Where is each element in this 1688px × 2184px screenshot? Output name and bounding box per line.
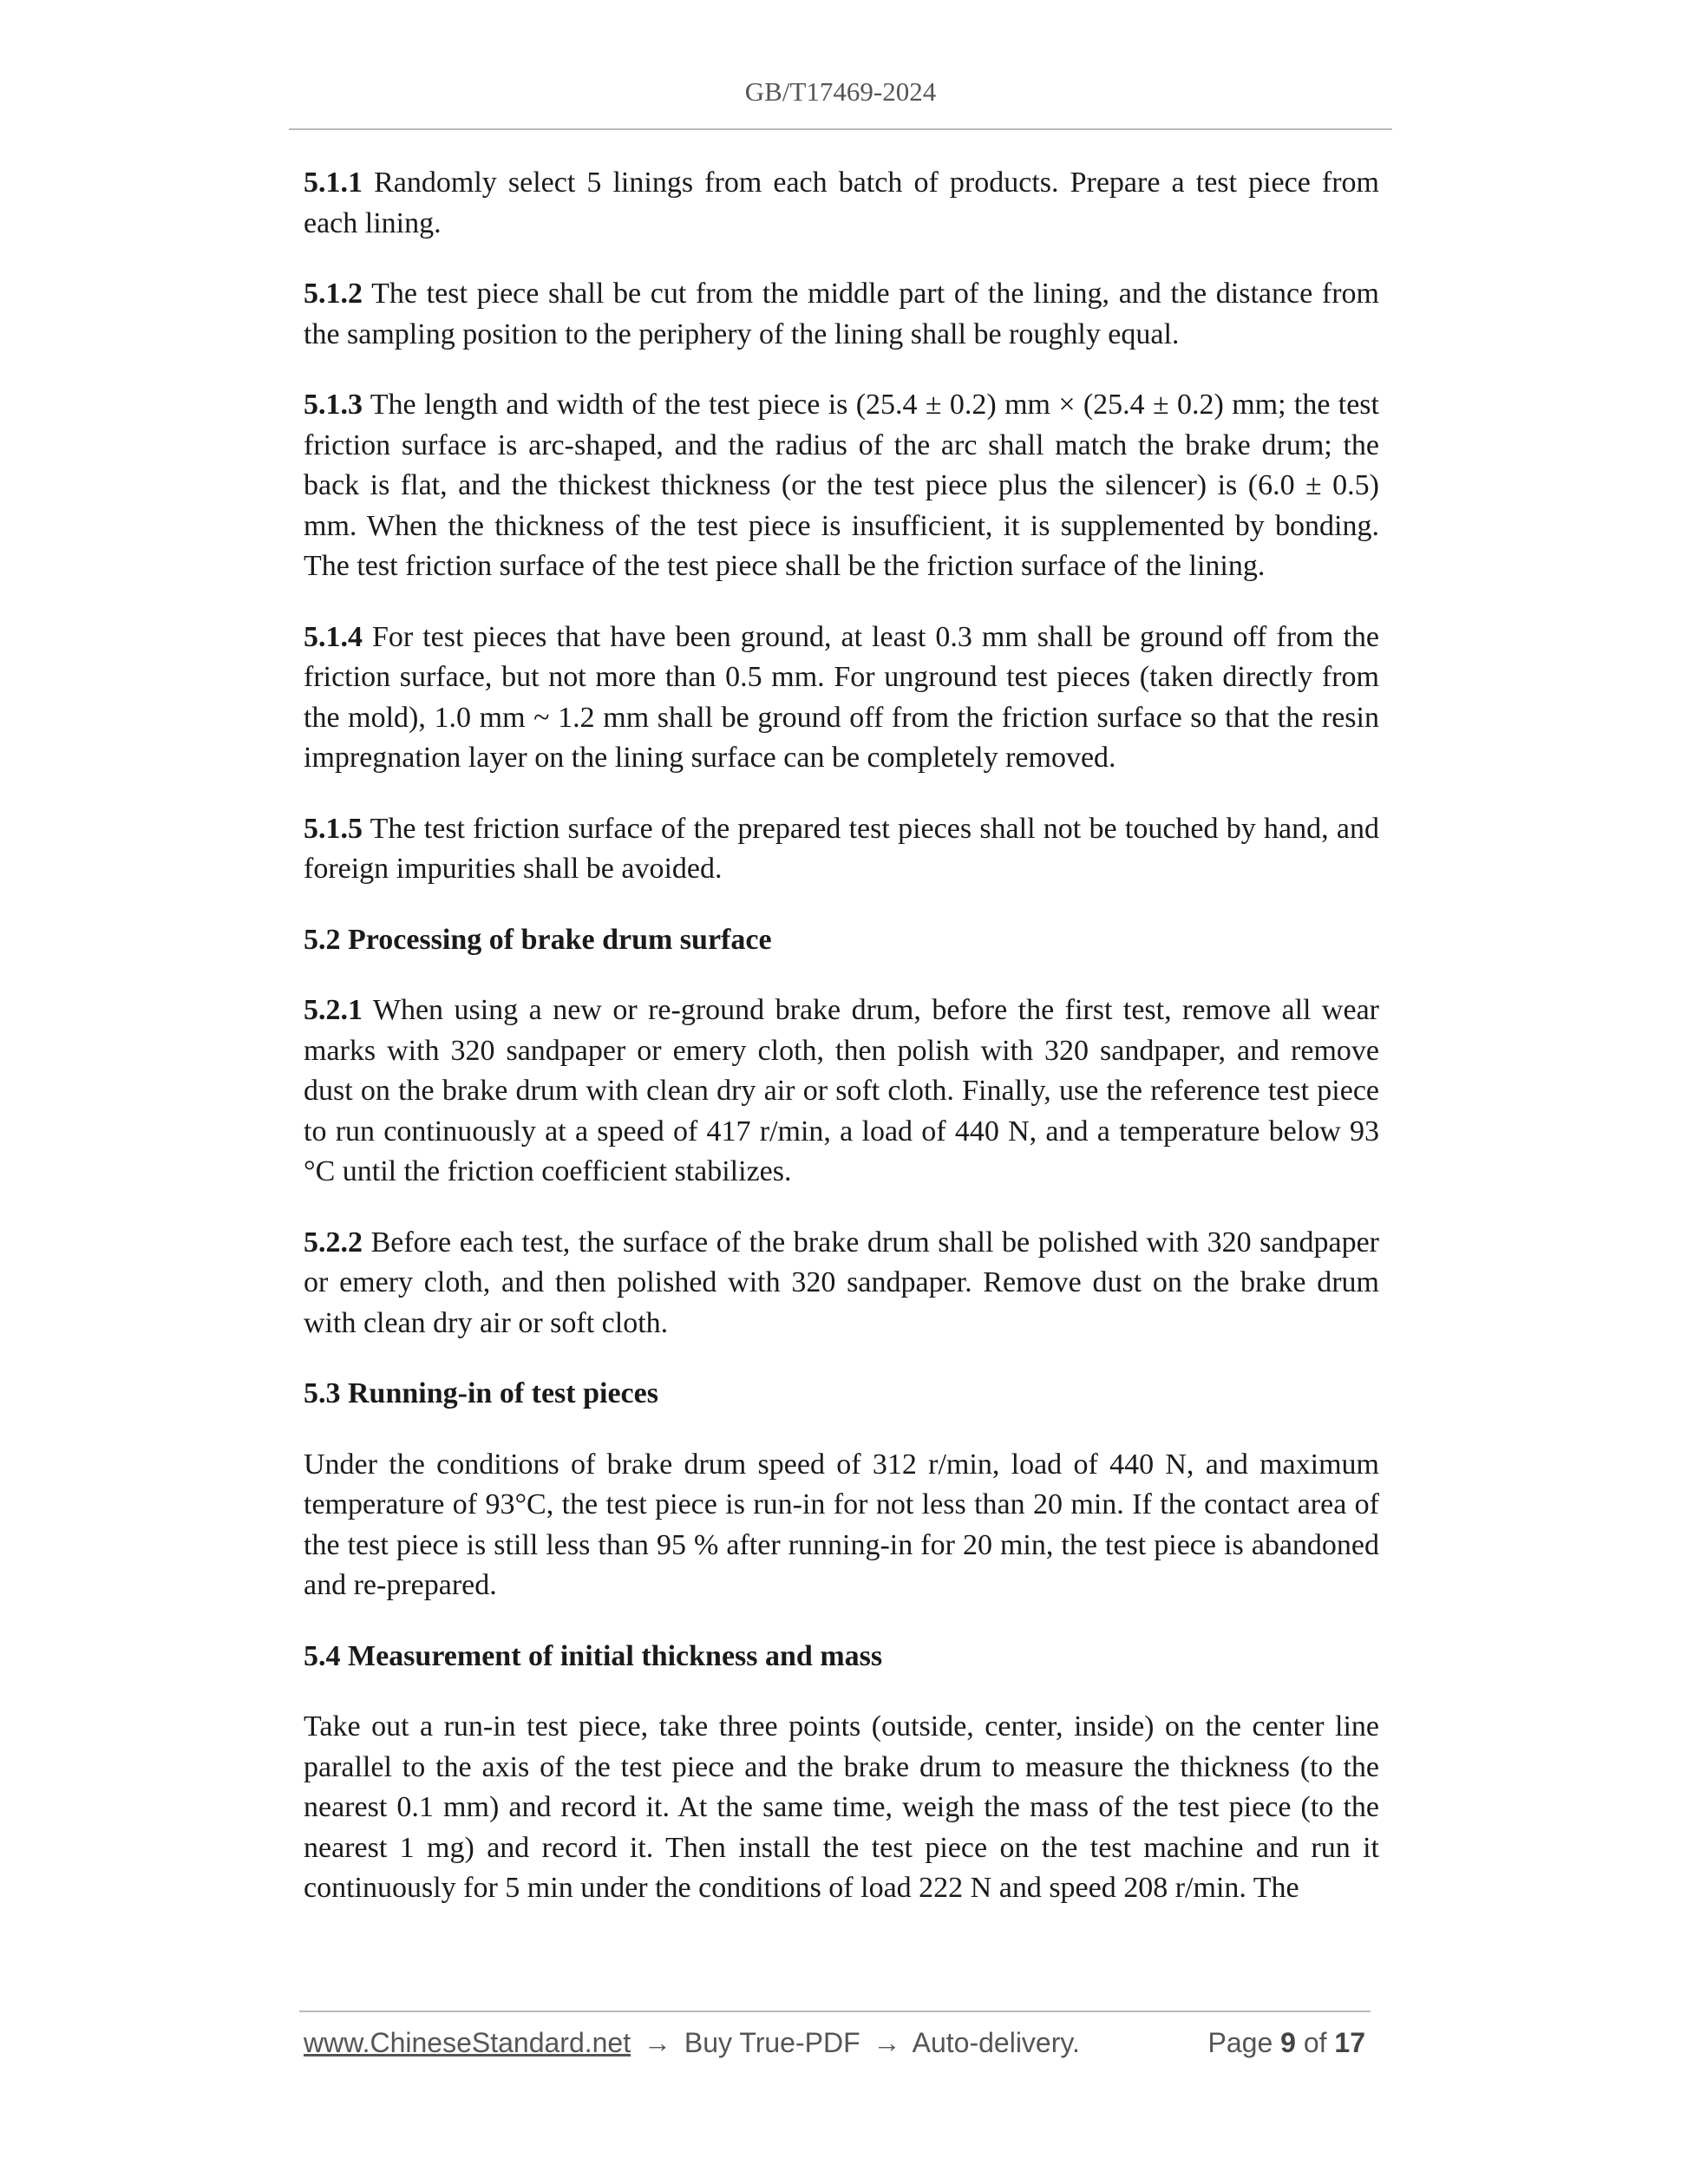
footer-promo [304, 2027, 1080, 2059]
clause-text: For test pieces that have been ground, at least 0.3 mm shall be ground off from the friction surface, but not more than 0.5 mm. For unground test pieces (taken directly from the mold), 1.0 mm ~ 1.2 mm shall be ground off from the friction surface so that the resin impregnation layer on the lining surface can be completely removed. [304, 620, 1379, 774]
section-5-3-body [304, 1445, 1379, 1606]
clause-5-1-2 [304, 274, 1379, 355]
arrow-right-icon: → [644, 2027, 671, 2058]
clause-5-1-1 [304, 163, 1379, 244]
clause-text: Before each test, the surface of the brake drum shall be polished with 320 sandpaper or emery cloth, and then polished with 320 sandpaper. Remove dust on the brake drum with clean dry air or soft cloth. [304, 1226, 1379, 1339]
clause-text: Take out a run-in test piece, take three points (outside, center, inside) on the center line parallel to the axis of the test piece and the brake drum to measure the thickness (to the nearest 0.1 mm) and record it. At the same time, weigh the mass of the test piece (to the nearest 1 mg) and record it. Then install the test piece on the test machine and run it continuously for 5 min under the conditions of load 222 N and speed 208 r/min. The [304, 1710, 1379, 1904]
clause-number: 5.2.1 [304, 994, 363, 1026]
section-heading-5-3: 5.3 Running-in of test pieces [304, 1377, 658, 1409]
clause-5-2-1 [304, 991, 1379, 1193]
footer-divider [299, 2011, 1371, 2012]
clause-text: Under the conditions of brake drum speed of 312 r/min, load of 440 N, and maximum temperature of 93°C, the test piece is run-in for not less than 20 min. If the contact area of the test piece is still less than 95 % after running-in for 20 min, the test piece is abandoned and re-prepared. [304, 1448, 1379, 1601]
clause-text: The length and width of the test piece is (25.4 ± 0.2) mm × (25.4 ± 0.2) mm; the test friction surface is arc-shaped, and the radius of the arc shall match the brake drum; the back is flat, and the thickest thickness (or the test piece plus the silencer) is (6.0 ± 0.5) mm. When the thickness of the test piece is insufficient, it is supplemented by bonding. The test friction surface of the test piece shall be the friction surface of the lining. [304, 389, 1379, 582]
clause-number: 5.1.5 [304, 812, 363, 845]
page-number: 9 [1280, 2027, 1296, 2058]
clause-text: The test piece shall be cut from the middle part of the lining, and the distance from the sampling position to the periphery of the lining shall be roughly equal. [304, 278, 1379, 350]
clause-number: 5.1.3 [304, 389, 363, 421]
of-label: of [1303, 2027, 1327, 2058]
clause-number: 5.1.1 [304, 167, 363, 199]
clause-number: 5.2.2 [304, 1226, 363, 1259]
clause-text: The test friction surface of the prepared test pieces shall not be touched by hand, and foreign impurities shall be avoided. [304, 812, 1379, 885]
document-header [289, 76, 1392, 108]
clause-text: Randomly select 5 linings from each batch of products. Prepare a test piece from each lining. [304, 167, 1379, 239]
clause-5-1-3 [304, 385, 1379, 587]
site-link[interactable]: www.ChineseStandard.net [304, 2027, 631, 2058]
clause-5-1-4 [304, 618, 1379, 779]
page-footer [304, 2027, 1371, 2070]
arrow-right-icon: → [873, 2027, 901, 2058]
header-divider [289, 128, 1392, 130]
clause-5-2-2 [304, 1223, 1379, 1344]
section-heading-5-2: 5.2 Processing of brake drum surface [304, 923, 772, 956]
page-label: Page [1207, 2027, 1273, 2058]
page-total: 17 [1334, 2027, 1365, 2058]
document-body [304, 163, 1379, 1939]
clause-number: 5.1.2 [304, 278, 363, 310]
clause-5-1-5 [304, 809, 1379, 890]
clause-text: When using a new or re-ground brake drum, before the first test, remove all wear marks with 320 sandpaper or emery cloth, then polish with 320 sandpaper, and remove dust on the brake drum with clean dry air or soft cloth. Finally, use the reference test piece to run continuously at a speed of 417 r/min, a load of 440 N, and a temperature below 93 °C until the friction coefficient stabilizes. [304, 994, 1379, 1187]
document-id: GB/T17469-2024 [744, 76, 937, 107]
page-indicator [1208, 2027, 1365, 2059]
clause-number: 5.1.4 [304, 620, 363, 653]
buy-true-pdf-text: Buy True-PDF [684, 2027, 860, 2058]
section-heading-5-4: 5.4 Measurement of initial thickness and mass [304, 1639, 883, 1672]
section-5-4-body [304, 1707, 1379, 1909]
auto-delivery-text: Auto-delivery. [912, 2027, 1080, 2058]
